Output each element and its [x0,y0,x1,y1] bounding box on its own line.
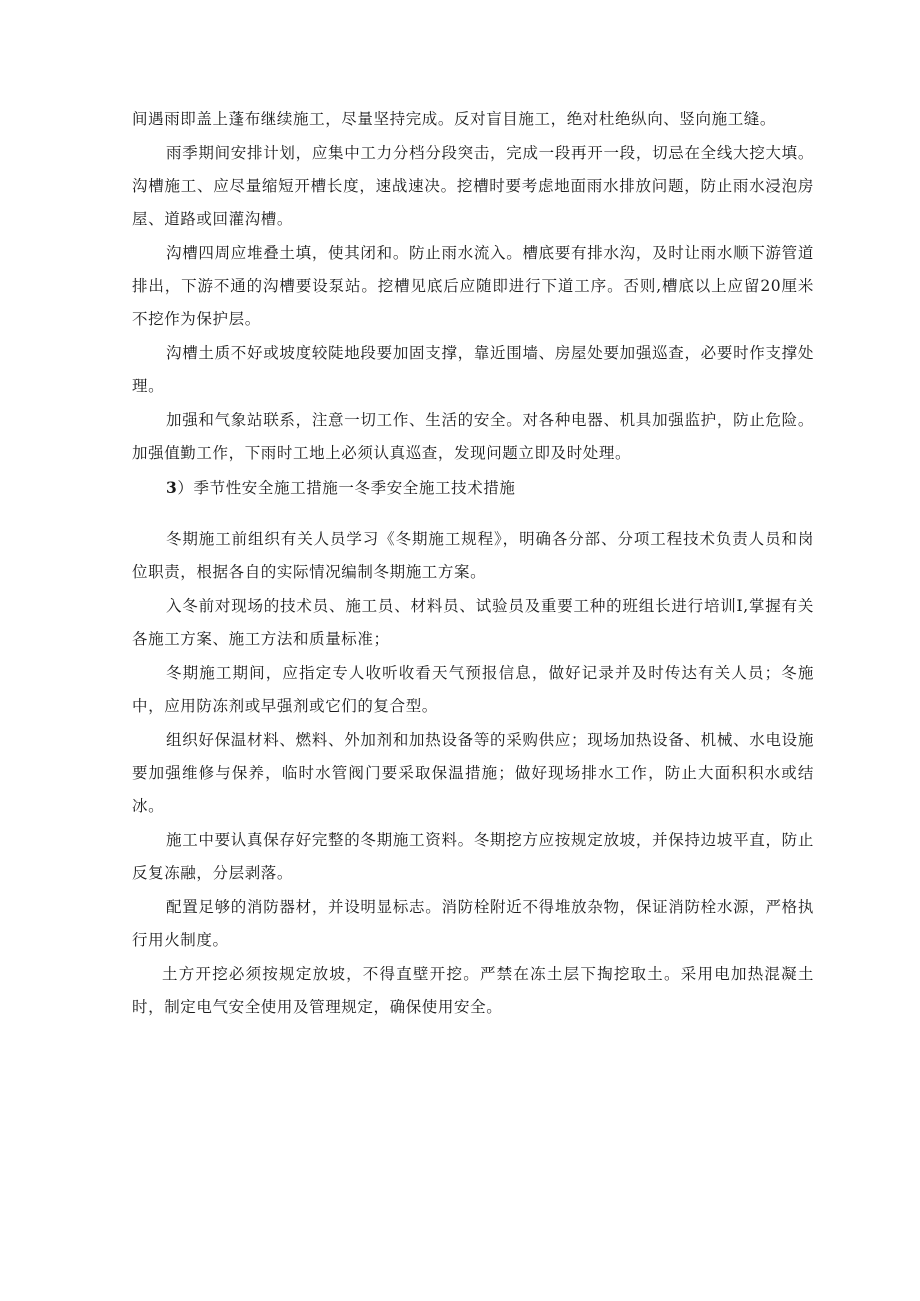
paragraph-weather-forecast: 冬期施工期间，应指定专人收听收看天气预报信息，做好记录并及时传达有关人员；冬施中，应用防冻剂或早强剂或它们的复合型。 [132,664,814,715]
document-body [132,103,814,1025]
paragraph-winter-records: 施工中要认真保存好完整的冬期施工资料。冬期挖方应按规定放坡，并保持边坡平直，防止反复冻融，分层剥落。 [132,831,814,882]
section-heading [132,471,814,505]
paragraph-earthwork: 土方开挖必须按规定放坡，不得直壁开挖。严禁在冻土层下掏挖取土。采用电加热混凝土时，制定电气安全使用及管理规定，确保使用安全。 [132,965,814,1016]
paragraph-winter-regulations: 冬期施工前组织有关人员学习《冬期施工规程》，明确各分部、分项工程技术负责人员和岗位职责，根据各自的实际情况编制冬期施工方案。 [132,530,814,581]
paragraph-trench-support: 沟槽土质不好或坡度较陡地段要加固支撑，靠近围墙、房屋处要加强巡查，必要时作支撑处理。 [132,344,814,395]
paragraph-weather-liaison: 加强和气象站联系，注意一切工作、生活的安全。对各种电器、机具加强监护，防止危险。加强值勤工作，下雨时工地上必须认真巡查，发现问题立即及时处理。 [132,411,814,462]
paragraph-trench-drainage: 沟槽四周应堆叠土填，使其闭和。防止雨水流入。槽底要有排水沟，及时让雨水顺下游管道排出，下游不通的沟槽要设泵站。挖槽见底后应随即进行下道工序。否则,槽底以上应留20厘米不挖作为保护层。 [132,244,814,328]
paragraph-continuation: 间遇雨即盖上蓬布继续施工，尽量坚持完成。反对盲目施工，绝对杜绝纵向、竖向施工缝。 [132,110,777,128]
paragraph-rainy-season-plan: 雨季期间安排计划，应集中工力分档分段突击，完成一段再开一段，切忌在全线大挖大填。沟槽施工、应尽量缩短开槽长度，速战速决。挖槽时要考虑地面雨水排放问题，防止雨水浸泡房屋、道路或回灌沟槽。 [132,144,814,228]
paragraph-winter-training: 入冬前对现场的技术员、施工员、材料员、试验员及重要工种的班组长进行培训I,掌握有关各施工方案、施工方法和质量标准； [132,597,814,648]
paragraph-materials-supply: 组织好保温材料、燃料、外加剂和加热设备等的采购供应；现场加热设备、机械、水电设施要加强维修与保养，临时水管阀门要采取保温措施；做好现场排水工作，防止大面积积水或结冰。 [132,731,814,815]
section-heading-text: ）季节性安全施工措施一冬季安全施工技术措施 [177,479,516,497]
section-heading-number: 3 [166,478,178,497]
paragraph-fire-equipment: 配置足够的消防器材，并设明显标志。消防栓附近不得堆放杂物，保证消防栓水源，严格执行用火制度。 [132,898,814,949]
